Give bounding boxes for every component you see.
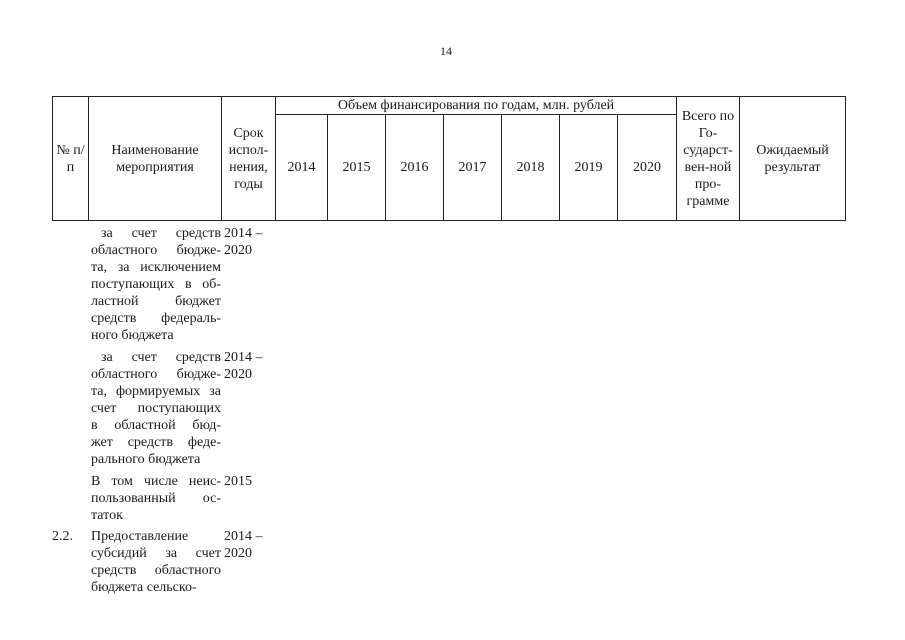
row-name-line: В том числе неис- [91, 474, 221, 489]
page-number: 14 [440, 44, 452, 58]
header-total: Всего по Го-сударст-вен-ной про-грамме [677, 97, 740, 221]
row-name [91, 225, 221, 344]
header-year: 2014 [276, 115, 328, 221]
row-name-line: пользованный ос- [91, 491, 221, 506]
row-term-line: 2014 – [224, 529, 263, 544]
row-name-line: таток [91, 508, 123, 523]
header-num: № п/п [53, 97, 89, 221]
row-term-line: 2020 [224, 243, 252, 258]
row-name-line: Предоставление [91, 529, 189, 544]
row-term-line: 2014 – [224, 226, 263, 241]
row-name [91, 473, 221, 524]
row-num: 2.2. [52, 529, 73, 544]
row-term-line: 2014 – [224, 350, 263, 365]
row-term-line: 2015 [224, 474, 252, 489]
row-name-line: та, формируемых за [91, 384, 221, 399]
row-name-line: субсидий за счет [91, 546, 221, 561]
row-name-line: та, за исключением [91, 260, 221, 275]
header-funding-group: Объем финансирования по годам, млн. рублей [276, 97, 677, 115]
row-term [224, 349, 278, 383]
header-result: Ожидаемый результат [740, 97, 846, 221]
row-name-line: за счет средств [101, 226, 221, 241]
row-name-line: ластной бюджет [91, 294, 221, 309]
header-term: Срок испол-нения, годы [222, 97, 276, 221]
row-term-line: 2020 [224, 367, 252, 382]
row-name [91, 349, 221, 468]
row-name-line: средств федераль- [91, 311, 221, 326]
row-name-line: средств областного [91, 563, 221, 578]
row-name-line: рального бюджета [91, 452, 201, 467]
header-year: 2015 [328, 115, 386, 221]
row-name-line: областного бюдже- [91, 367, 221, 382]
row-name [91, 528, 221, 596]
row-term-line: 2020 [224, 546, 252, 561]
row-term [224, 225, 278, 259]
row-name-line: за счет средств [101, 350, 221, 365]
row-name-line: бюджета сельско- [91, 580, 197, 595]
row-name-line: ного бюджета [91, 328, 174, 343]
row-name-line: счет поступающих [91, 401, 221, 416]
header-year: 2016 [386, 115, 444, 221]
header-name: Наименование мероприятия [89, 97, 222, 221]
row-name-line: в областной бюд- [91, 418, 221, 433]
row-name-line: областного бюдже- [91, 243, 221, 258]
header-year: 2020 [618, 115, 677, 221]
header-year: 2019 [560, 115, 618, 221]
header-year: 2017 [444, 115, 502, 221]
row-name-line: поступающих в об- [91, 277, 221, 292]
row-term [224, 473, 278, 490]
row-name-line: жет средств феде- [91, 435, 221, 450]
row-term [224, 528, 278, 562]
header-year: 2018 [502, 115, 560, 221]
